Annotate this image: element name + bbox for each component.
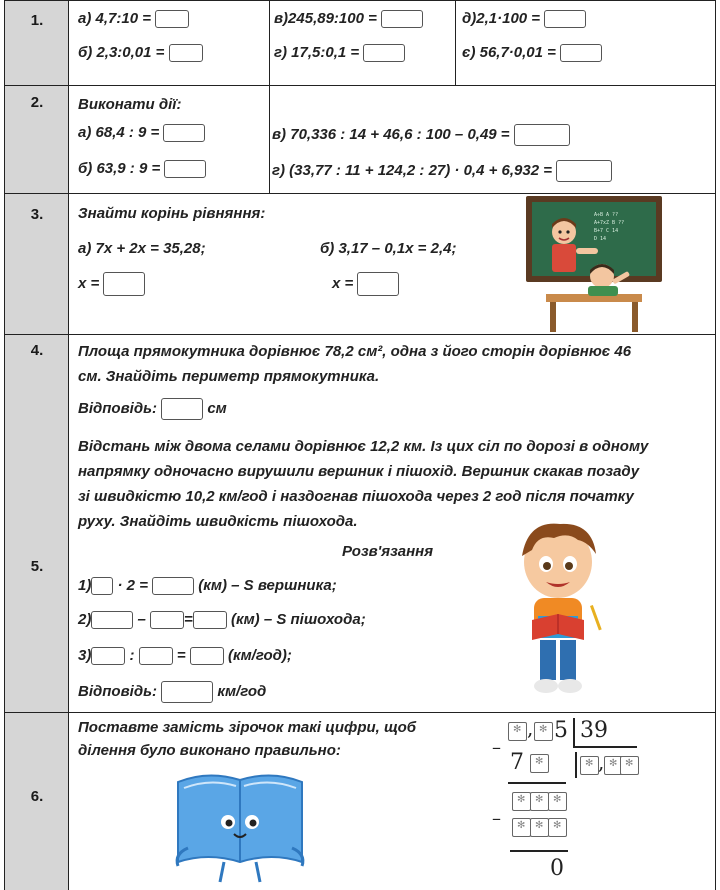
col-divider	[269, 0, 270, 85]
task5-line: Відстань між двома селами дорівнює 12,2 км. Із цих сіл по дорозі в одному	[78, 438, 649, 455]
dividend-comma: ,	[527, 716, 534, 740]
svg-text:D 14: D 14	[594, 236, 607, 242]
step-operator: :	[129, 647, 135, 664]
task6-line1: Поставте замість зірочок такі цифри, щоб	[78, 719, 417, 736]
task1-e-text: є) 56,7·0,01 =	[462, 44, 556, 61]
task1-g	[274, 44, 405, 62]
hidden-digit-box[interactable]	[548, 818, 567, 837]
classroom-illustration	[524, 194, 664, 334]
task5-step1	[78, 577, 337, 595]
answer-box[interactable]	[544, 10, 586, 28]
task5-step2	[78, 611, 366, 629]
task1-a-text: а) 4,7:10 =	[78, 10, 151, 27]
minus-sign: –	[492, 808, 501, 829]
task2-v	[272, 124, 570, 146]
task1-d-text: д)2,1·100 =	[462, 10, 541, 27]
answer-box[interactable]	[190, 647, 224, 665]
task2-a-text: а) 68,4 : 9 =	[78, 124, 160, 141]
answer-box[interactable]	[357, 272, 399, 296]
hidden-digit-box[interactable]	[534, 722, 553, 741]
task1-b-text: б) 2,3:0,01 =	[78, 44, 165, 61]
subtrahend-digit: 7	[510, 750, 524, 775]
svg-text:A+7xZ B ??: A+7xZ B ??	[594, 220, 625, 226]
hidden-digit-box[interactable]	[508, 722, 527, 741]
answer-label: Відповідь:	[78, 682, 157, 700]
task1-v-text: в)245,89:100 =	[274, 10, 377, 27]
answer-box[interactable]	[514, 124, 570, 146]
task3-a: а) 7x + 2x = 35,28;	[78, 240, 206, 257]
task5-line: руху. Знайдіть швидкість пішохода.	[78, 513, 358, 530]
task2-v-text: в) 70,336 : 14 + 46,6 : 100 – 0,49 =	[272, 125, 510, 143]
answer-label: Відповідь:	[78, 399, 157, 417]
hidden-digit-box[interactable]	[548, 792, 567, 811]
task-number-2: 2.	[30, 94, 44, 111]
answer-box[interactable]	[560, 44, 602, 62]
step-suffix: (км/год);	[227, 647, 292, 664]
task3-header: Знайти корінь рівняння:	[78, 205, 266, 222]
subtraction-line	[508, 782, 566, 784]
task2-g	[272, 160, 612, 182]
task2-b	[78, 160, 206, 178]
col-divider	[269, 85, 270, 193]
step-suffix: (км) – S пішохода;	[230, 611, 366, 628]
answer-box[interactable]	[150, 611, 184, 629]
task1-e	[462, 44, 602, 62]
division-bar	[573, 718, 575, 748]
task1-b	[78, 44, 203, 62]
task-number-1: 1.	[30, 12, 44, 29]
hidden-digit-box[interactable]	[620, 756, 639, 775]
answer-box[interactable]	[91, 611, 133, 629]
row-divider	[5, 85, 715, 86]
task-number-5: 5.	[30, 558, 44, 575]
step-operator: · 2 =	[117, 577, 148, 594]
hidden-digit-box[interactable]	[512, 792, 531, 811]
svg-text:A÷B A ??: A÷B A ??	[594, 212, 619, 218]
answer-box[interactable]	[363, 44, 405, 62]
task3-b: б) 3,17 – 0,1x = 2,4;	[320, 240, 457, 257]
task1-a	[78, 10, 189, 28]
task4-answer	[78, 398, 227, 420]
row-divider	[5, 334, 715, 335]
answer-box[interactable]	[381, 10, 423, 28]
task1-v	[274, 10, 423, 28]
col-divider	[455, 0, 456, 85]
task5-step3	[78, 647, 292, 665]
subtraction-line	[510, 850, 568, 852]
task5-line: напрямку одночасно вирушили вершник і пішохід. Вершник скакав позаду	[78, 463, 640, 480]
answer-unit: км/год	[217, 682, 267, 700]
answer-box[interactable]	[139, 647, 173, 665]
solution-title: Розв'язання	[342, 543, 434, 560]
divisor: 39	[580, 718, 608, 743]
hidden-digit-box[interactable]	[530, 818, 549, 837]
answer-box[interactable]	[91, 647, 125, 665]
task4-line1: Площа прямокутника дорівнює 78,2 см², одна з його сторін дорівнює 46	[78, 343, 632, 360]
answer-box[interactable]	[163, 124, 205, 142]
task4-line2: см. Знайдіть периметр прямокутника.	[78, 368, 380, 385]
task5-line: зі швидкістю 10,2 км/год і наздогнав пішохода через 2 год після початку	[78, 488, 634, 505]
task3-x1	[78, 272, 145, 296]
task2-g-text: г) (33,77 : 11 + 124,2 : 27) · 0,4 + 6,932 =	[272, 161, 552, 179]
book-character-illustration	[168, 768, 312, 886]
row-divider	[5, 712, 715, 713]
answer-box[interactable]	[164, 160, 206, 178]
hidden-digit-box[interactable]	[530, 792, 549, 811]
remainder: 0	[550, 856, 564, 881]
step-label: 3)	[78, 647, 92, 664]
dividend-digit: 5	[554, 718, 568, 743]
number-column	[5, 0, 69, 890]
task1-d	[462, 10, 586, 28]
task-number-4: 4.	[30, 342, 44, 359]
task-number-3: 3.	[30, 206, 44, 223]
step-suffix: (км) – S вершника;	[198, 577, 337, 594]
quotient-bar	[575, 752, 577, 778]
hidden-digit-box[interactable]	[530, 754, 549, 773]
answer-box[interactable]	[161, 398, 203, 420]
answer-box[interactable]	[152, 577, 194, 595]
task1-g-text: г) 17,5:0,1 =	[274, 44, 360, 61]
task6-line2: ділення було виконано правильно:	[78, 742, 341, 759]
quotient-comma: ,	[598, 750, 605, 774]
step-operator: =	[176, 647, 186, 664]
answer-box[interactable]	[169, 44, 203, 62]
step-label: 2)	[78, 611, 92, 628]
step-label: 1)	[78, 577, 92, 594]
answer-box[interactable]	[103, 272, 145, 296]
x-label: x =	[78, 274, 100, 292]
task2-a	[78, 124, 205, 142]
answer-box[interactable]	[155, 10, 189, 28]
task-number-6: 6.	[30, 788, 44, 805]
answer-box[interactable]	[556, 160, 612, 182]
answer-box[interactable]	[91, 577, 113, 595]
divisor-underline	[573, 746, 637, 748]
task5-answer	[78, 681, 266, 703]
task3-x2	[332, 272, 399, 296]
answer-box[interactable]	[161, 681, 213, 703]
row-divider	[5, 0, 715, 1]
boy-reading-illustration	[508, 516, 608, 706]
answer-box[interactable]	[193, 611, 227, 629]
task5-text	[78, 434, 708, 534]
step-operator: =	[184, 611, 193, 628]
step-operator: –	[137, 611, 146, 628]
svg-text:B+7 C 14: B+7 C 14	[594, 228, 619, 234]
hidden-digit-box[interactable]	[512, 818, 531, 837]
answer-unit: см	[207, 399, 227, 417]
minus-sign: –	[492, 737, 501, 758]
x-label: x =	[332, 274, 354, 292]
task2-header: Виконати дії:	[78, 96, 182, 113]
task2-b-text: б) 63,9 : 9 =	[78, 160, 161, 177]
hidden-digit-box[interactable]	[580, 756, 599, 775]
